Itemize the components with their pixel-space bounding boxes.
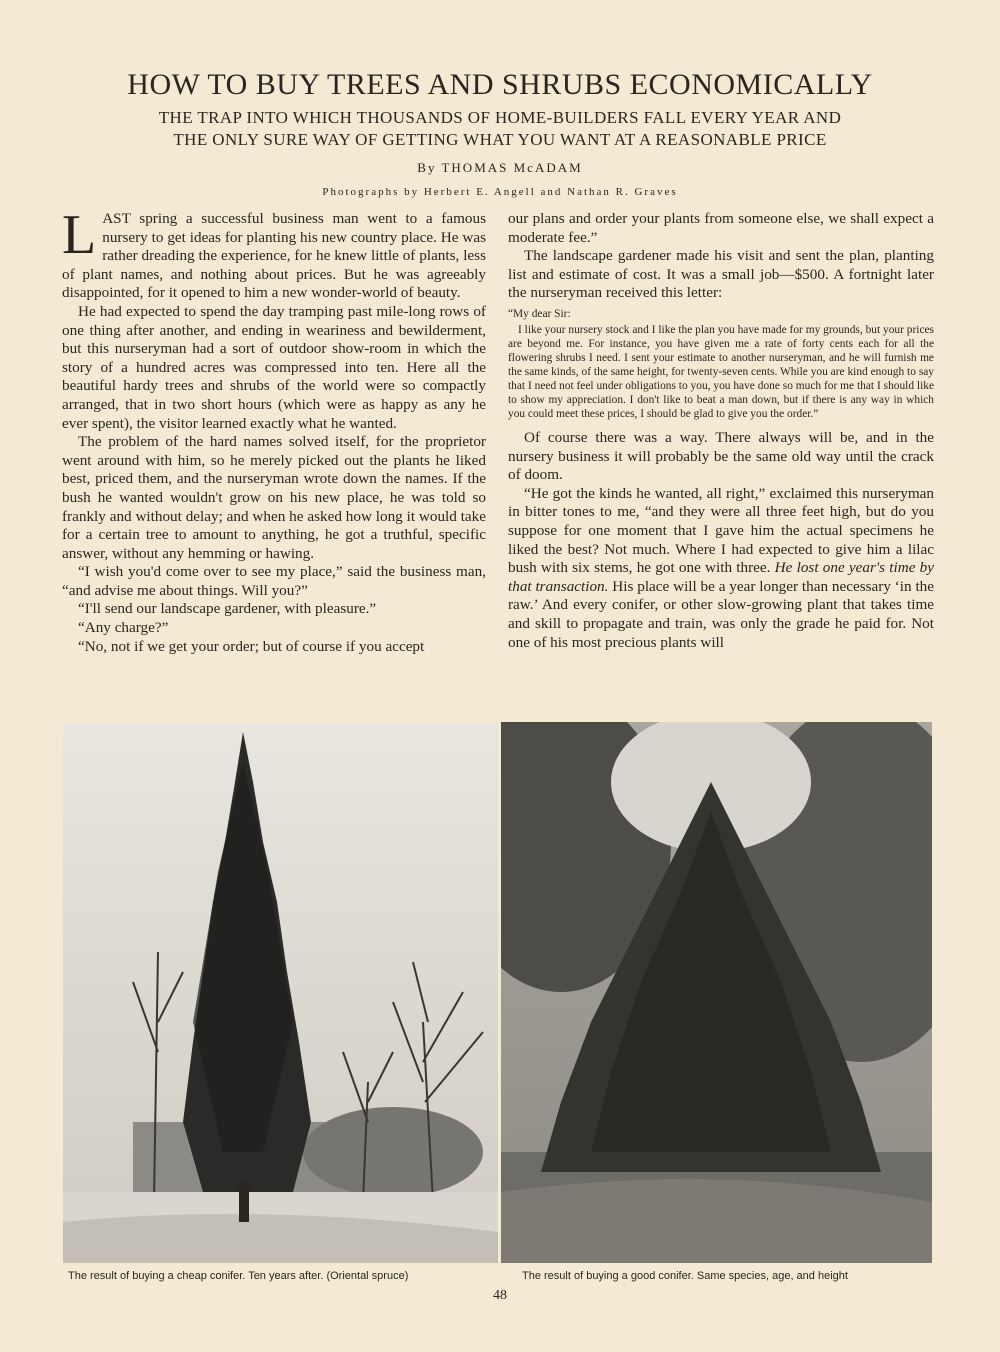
- figure-caption-right: The result of buying a good conifer. Same species, age, and height: [522, 1270, 848, 1282]
- left-text-column: [62, 204, 486, 656]
- article-subtitle-line-1: THE TRAP INTO WHICH THOUSANDS OF HOME-BUILDERS FALL EVERY YEAR AND: [158, 108, 842, 127]
- photo-credit: Photographs by Herbert E. Angell and Nathan R. Graves: [322, 186, 678, 198]
- photo-cheap-conifer: [63, 722, 498, 1263]
- paragraph: He had expected to spend the day tramping past mile-long rows of one thing after another, and ending in weariness and bewilderment, but this nurseryman had a sort of outdoor show-room in which the story of a hundred acres was compressed into ten. Here all the beautiful hardy trees and shrubs of the world were so compactly arranged, that in two short hours (which were as happy as any he ever spent), the visitor learned exactly what he wanted.: [62, 302, 486, 432]
- page-number: 48: [493, 1288, 507, 1303]
- letter-body: I like your nursery stock and I like the plan you have made for my grounds, but your prices are beyond me. For instance, you have given me a rate of forty cents each for all the flowering shrubs I need. I sent your estimate to another nurseryman, and he will furnish me the same kinds, of the same height, for twenty-seven cents. While you are kind enough to say that I need not feel under obligations to you, you have done so much for me that I should like to show my appreciation. I don't like to beat a man down, but if there is any way in which you could meet these prices, I should be glad to give you the order.”: [508, 323, 934, 420]
- paragraph-text: His place will be a year longer than necessary ‘in the raw.’ And every conifer, or other slow-growing plant that takes time and skill to propagate and train, was only the grade he paid for. Not one of his most precious plants will: [508, 577, 935, 651]
- paragraph: “No, not if we get your order; but of course if you accept: [78, 637, 425, 655]
- byline: By THOMAS McADAM: [417, 160, 583, 175]
- italic-emphasis: He lost one year's time by that transaction.: [508, 559, 935, 595]
- article-title: HOW TO BUY TREES AND SHRUBS ECONOMICALLY: [127, 68, 873, 101]
- paragraph: [62, 204, 486, 303]
- paragraph: The problem of the hard names solved itself, for the proprietor went around with him, so he merely picked out the plants he liked best, priced them, and the nurseryman wrote down the names. If the bush he wanted wouldn't grow on his new place, he was told so frankly and without delay; and when he asked how long it would take for a certain tree to amount to anything, he got a truthful, specific answer, without any hemming or hawing.: [62, 433, 486, 562]
- paragraph: [508, 485, 934, 652]
- figure-caption-left: The result of buying a cheap conifer. Ten years after. (Oriental spruce): [68, 1270, 409, 1282]
- letter-salutation: “My dear Sir:: [508, 307, 571, 320]
- paragraph: “Any charge?”: [78, 619, 169, 637]
- photo-good-conifer: [501, 722, 932, 1263]
- drop-cap: L: [62, 204, 97, 266]
- paragraph-text: “He got the kinds he wanted, all right,” exclaimed this nurseryman in bitter tones to me, “and they were all three feet high, but do you suppose for one moment that I gave him the actual specimens he liked the best? Not much. Where I had expected to give him a lilac bush with six stems, he got one with three.: [508, 484, 934, 577]
- paragraph: The landscape gardener made his visit and sent the plan, planting list and estimate of cost. It was a small job—$500. A fortnight later the nurseryman received this letter:: [508, 247, 934, 302]
- article-subtitle-line-2: THE ONLY SURE WAY OF GETTING WHAT YOU WANT AT A REASONABLE PRICE: [173, 130, 827, 149]
- quoted-letter: [508, 307, 934, 421]
- paragraph-text: AST spring a successful business man went to a famous nursery to get ideas for planting his new country place. He was rather dreading the experience, for he knew little of plants, less of plant names, and nothing about prices. But he was agreeably disappointed, for it opened to him a new wonder-world of beauty.: [62, 210, 486, 302]
- paragraph: our plans and order your plants from someone else, we shall expect a moderate fee.”: [508, 210, 934, 246]
- paragraph: Of course there was a way. There always will be, and in the nursery business it will probably be the same old way until the crack of doom.: [508, 428, 934, 484]
- right-text-column: [508, 210, 934, 652]
- paragraph: “I'll send our landscape gardener, with pleasure.”: [78, 600, 377, 618]
- paragraph: “I wish you'd come over to see my place,” said the business man, “and advise me about things. Will you?”: [62, 563, 486, 599]
